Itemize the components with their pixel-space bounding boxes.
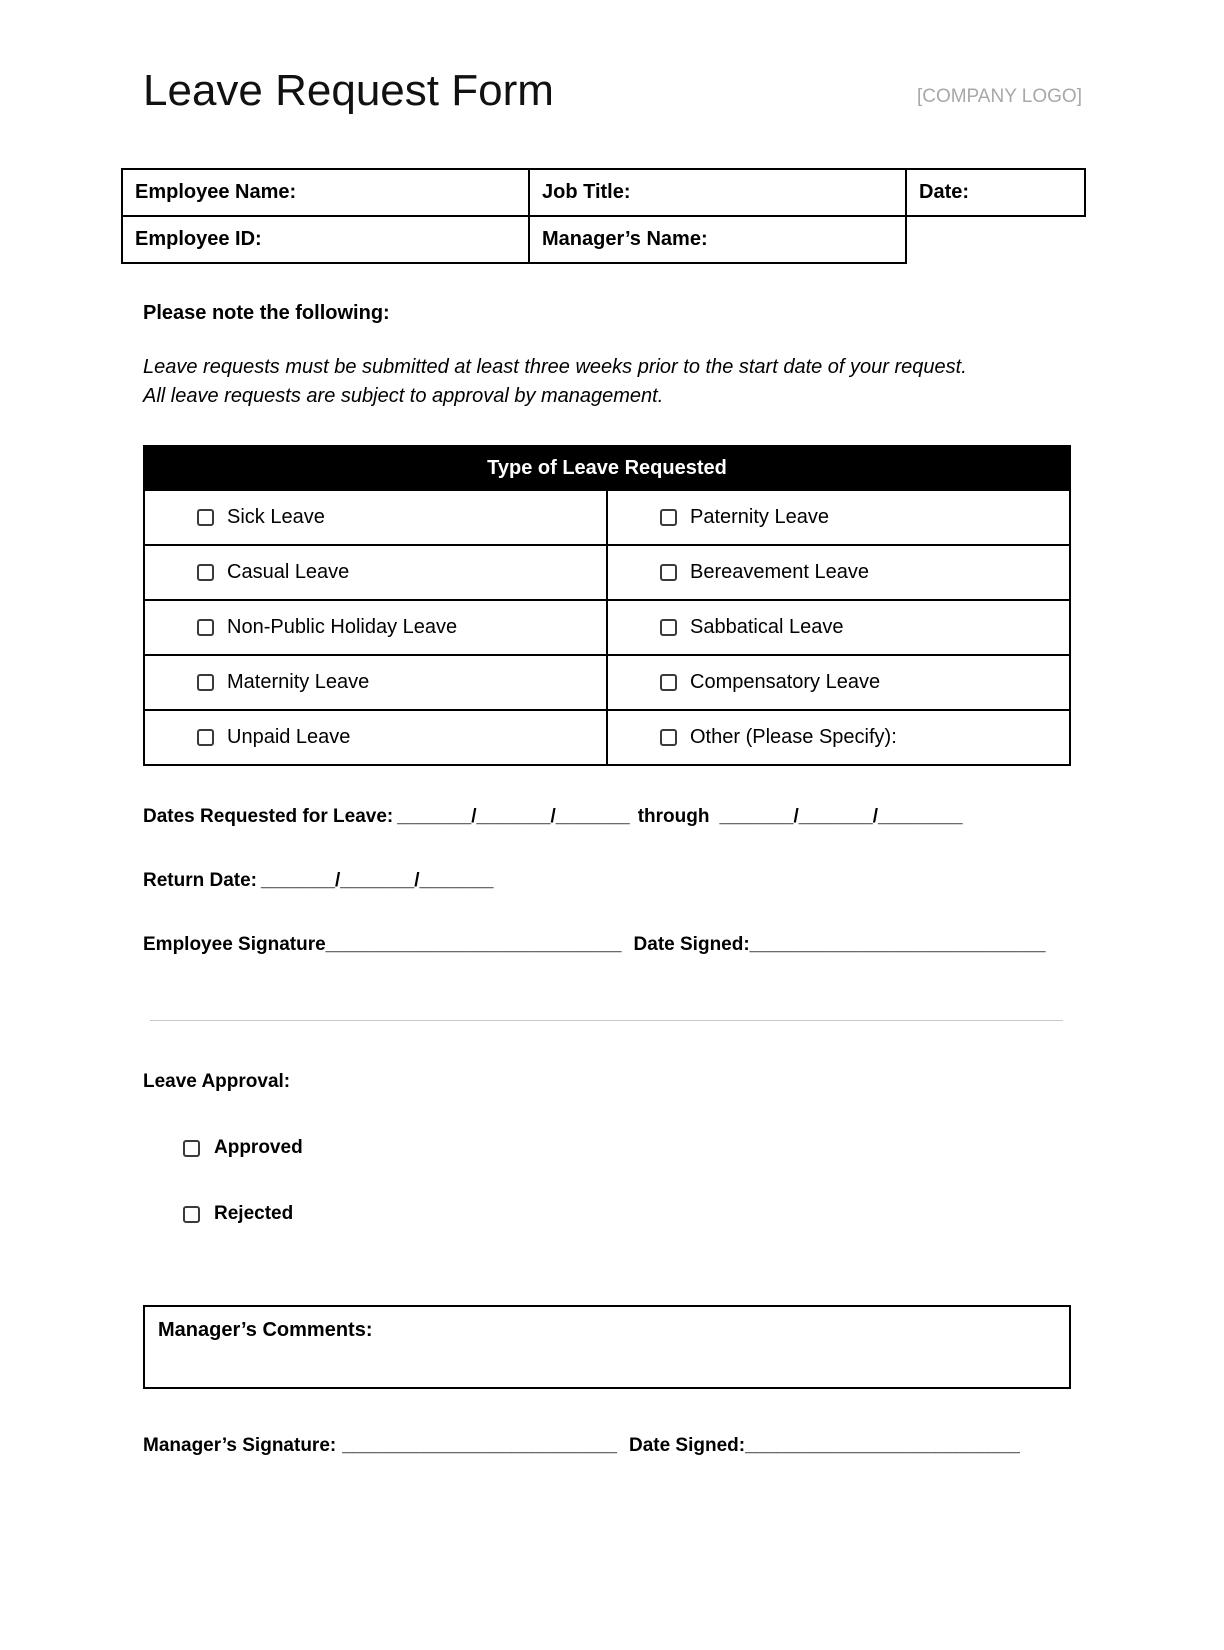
dates-from-blank[interactable]: _______/_______/_______ [397,806,630,827]
unpaid-leave-label: Unpaid Leave [227,726,351,748]
leave-type-table-header: Type of Leave Requested [144,446,1070,490]
manager-signature-blank[interactable]: __________________________ [342,1435,617,1456]
info-empty-cell [906,216,1085,263]
leave-type-row-5 [144,710,1070,765]
approved-label: Approved [214,1137,303,1158]
employee-date-signed-label: Date Signed: [633,934,750,955]
company-logo-placeholder: [COMPANY LOGO] [916,86,1082,107]
checkbox-approved[interactable] [183,1140,200,1157]
casual-leave-option [197,561,606,584]
casual-leave-label: Casual Leave [227,561,350,583]
leave-approval-heading: Leave Approval: [143,1071,291,1092]
checkbox-paternity-leave[interactable] [660,509,677,526]
other-leave-option [660,726,1069,749]
bereavement-leave-option [660,561,1069,584]
manager-name-cell[interactable] [529,216,906,263]
dates-requested-label: Dates Requested for Leave: [143,806,394,827]
date-label: Date: [919,181,970,203]
leave-type-header-row [144,446,1070,490]
maternity-leave-option [197,671,606,694]
employee-info-table [121,168,1086,264]
manager-date-signed-blank[interactable]: __________________________ [745,1435,1020,1456]
sabbatical-leave-option [660,616,1069,639]
form-header [143,66,1082,116]
casual-leave-cell [144,545,607,600]
paternity-leave-option [660,506,1069,529]
sick-leave-option [197,506,606,529]
employee-signature-label: Employee Signature [143,934,326,955]
return-date-label: Return Date: [143,870,258,891]
checkbox-sick-leave[interactable] [197,509,214,526]
info-row-2 [122,216,1085,263]
leave-type-row-1 [144,490,1070,545]
checkbox-casual-leave[interactable] [197,564,214,581]
employee-id-cell[interactable] [122,216,529,263]
managers-comments-label: Manager’s Comments: [158,1319,373,1341]
non-public-holiday-leave-option [197,616,606,639]
rejected-label: Rejected [214,1203,294,1224]
job-title-cell[interactable] [529,169,906,216]
employee-signature-blank[interactable]: ____________________________ [325,934,622,955]
checkbox-compensatory-leave[interactable] [660,674,677,691]
compensatory-leave-option [660,671,1069,694]
note-heading: Please note the following: [143,302,390,324]
employee-id-label: Employee ID: [135,228,262,250]
paternity-leave-label: Paternity Leave [690,506,829,528]
through-label: through [637,806,710,827]
managers-comments-box[interactable] [143,1305,1071,1389]
sabbatical-leave-label: Sabbatical Leave [690,616,844,638]
checkbox-bereavement-leave[interactable] [660,564,677,581]
employee-date-signed-blank[interactable]: ____________________________ [749,934,1046,955]
leave-type-row-4 [144,655,1070,710]
checkbox-sabbatical-leave[interactable] [660,619,677,636]
leave-request-form [0,66,1224,1457]
bereavement-leave-label: Bereavement Leave [690,561,870,583]
dates-to-blank[interactable]: _______/_______/________ [719,806,963,827]
employee-signature-line [143,934,1224,956]
approved-option [183,1137,1224,1159]
checkbox-unpaid-leave[interactable] [197,729,214,746]
page-title: Leave Request Form [143,66,554,115]
job-title-label: Job Title: [542,181,631,203]
checkbox-rejected[interactable] [183,1206,200,1223]
leave-type-table [143,445,1071,766]
sick-leave-cell [144,490,607,545]
employee-name-label: Employee Name: [135,181,297,203]
leave-type-row-2 [144,545,1070,600]
unpaid-leave-option [197,726,606,749]
manager-date-signed-label: Date Signed: [628,1435,746,1456]
manager-signature-label: Manager’s Signature: [143,1435,337,1456]
checkbox-non-public-holiday-leave[interactable] [197,619,214,636]
date-cell[interactable] [906,169,1085,216]
paternity-leave-cell [607,490,1070,545]
maternity-leave-label: Maternity Leave [227,671,370,693]
checkbox-maternity-leave[interactable] [197,674,214,691]
other-leave-label: Other (Please Specify): [690,726,897,748]
return-date-line [143,870,1224,892]
compensatory-leave-cell [607,655,1070,710]
employee-name-cell[interactable] [122,169,529,216]
bereavement-leave-cell [607,545,1070,600]
maternity-leave-cell [144,655,607,710]
other-leave-cell [607,710,1070,765]
dates-requested-line [143,806,1224,828]
leave-type-row-3 [144,600,1070,655]
compensatory-leave-label: Compensatory Leave [690,671,881,693]
sabbatical-leave-cell [607,600,1070,655]
rejected-option [183,1203,1224,1225]
note-body [143,353,1058,411]
non-public-holiday-leave-label: Non-Public Holiday Leave [227,616,458,638]
info-row-1 [122,169,1085,216]
sick-leave-label: Sick Leave [227,506,325,528]
checkbox-other-leave[interactable] [660,729,677,746]
section-divider [150,1020,1063,1021]
manager-name-label: Manager’s Name: [542,228,708,250]
manager-signature-line [143,1435,1224,1457]
return-date-blank[interactable]: _______/_______/_______ [261,870,494,891]
non-public-holiday-leave-cell [144,600,607,655]
unpaid-leave-cell [144,710,607,765]
note-body-line-2: All leave requests are subject to approval by management. [143,385,664,407]
note-body-line-1: Leave requests must be submitted at least three weeks prior to the start date of your request. [143,356,967,378]
